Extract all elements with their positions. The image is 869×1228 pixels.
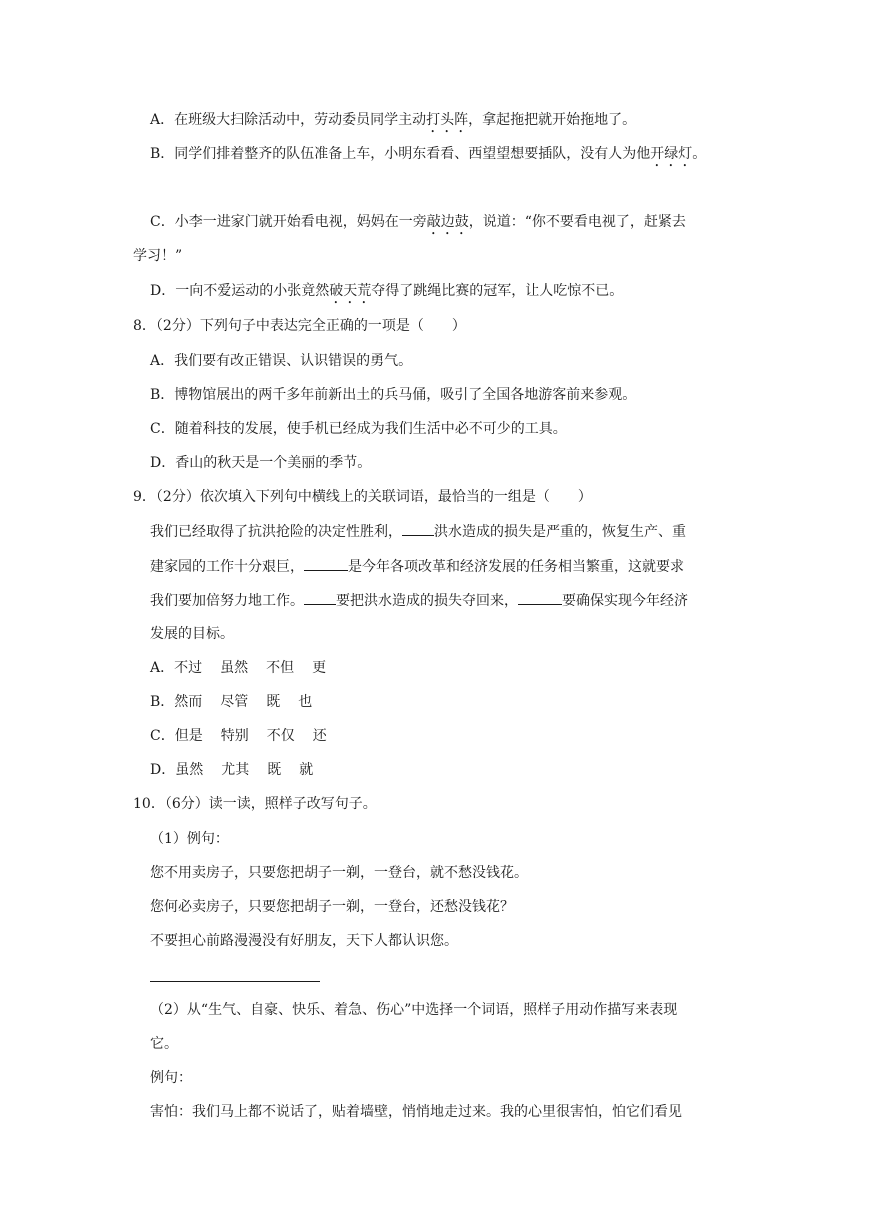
q9-option-c[interactable] [150, 726, 327, 746]
option-text: 夺得了跳绳比赛的冠军，让人吃惊不已。 [371, 283, 624, 299]
passage-text: 是今年各项改革和经济发展的任务相当繁重，这就要求 [348, 559, 684, 575]
q9-passage-line-2 [150, 556, 684, 577]
q10-sub2-instruction-continued: 它。 [150, 1036, 178, 1052]
q7-option-b [150, 144, 706, 170]
q7-option-c-continued: 学习！” [133, 248, 183, 264]
q8-option-d[interactable]: D．香山的秋天是一个美丽的季节。 [150, 455, 372, 471]
option-text: ，说道：“你不要看电视了，赶紧去 [468, 214, 686, 230]
option-word: 尤其 [221, 762, 250, 778]
option-word: 特别 [220, 728, 249, 744]
emphasized-phrase: 打头阵 [426, 112, 469, 128]
q10-sub1-answer-line[interactable] [150, 981, 320, 982]
option-letter: C． [150, 728, 175, 744]
q10-sub1-task-sentence: 不要担心前路漫漫没有好朋友，天下人都认识您。 [150, 933, 458, 949]
option-text: 。 [692, 146, 707, 162]
passage-text: 要把洪水造成的损失夺回来， [336, 593, 518, 609]
q8-option-a[interactable]: A．我们要有改正错误、认识错误的勇气。 [150, 353, 413, 369]
q9-option-d[interactable] [150, 760, 313, 780]
option-word: 既 [266, 694, 281, 710]
option-word: 也 [298, 694, 313, 710]
option-text: D．一向不爱运动的小张竟然 [150, 283, 330, 299]
q10-sub2-label: 例句： [150, 1070, 192, 1086]
q8-stem: 8．（2分）下列句子中表达完全正确的一项是（ ） [133, 318, 466, 334]
q10-sub1-example-1: 您不用卖房子，只要您把胡子一剃，一登台，就不愁没钱花。 [150, 865, 528, 881]
option-letter: B． [150, 694, 175, 710]
option-word: 尽管 [220, 694, 249, 710]
emphasized-phrase: 破天荒 [329, 283, 372, 299]
emphasized-phrase: 敲边鼓 [426, 214, 469, 230]
option-word: 但是 [174, 728, 203, 744]
passage-text: 要确保实现今年经济 [562, 593, 688, 609]
q9-passage-line-1 [150, 521, 686, 542]
q10-stem: 10．（6分）读一读，照样子改写句子。 [133, 796, 377, 812]
emphasized-phrase: 开绿灯 [650, 146, 693, 162]
option-word: 既 [267, 762, 282, 778]
passage-text: 建家园的工作十分艰巨， [150, 559, 304, 575]
q7-option-d [150, 281, 623, 307]
option-word: 不过 [174, 660, 203, 676]
option-word: 虽然 [175, 762, 204, 778]
fill-blank-4[interactable] [518, 590, 562, 605]
q9-stem: 9．（2分）依次填入下列句中横线上的关联词语，最恰当的一组是（ ） [133, 489, 592, 505]
q7-option-c [150, 212, 686, 238]
q9-passage-line-3 [150, 590, 688, 611]
option-word: 然而 [174, 694, 203, 710]
q10-sub1-label: （1）例句： [150, 831, 229, 847]
option-text: B．同学们排着整齐的队伍准备上车，小明东看看、西望望想要插队，没有人为他 [150, 146, 651, 162]
q10-sub1-example-2: 您何必卖房子，只要您把胡子一剃，一登台，还愁没钱花？ [150, 899, 514, 915]
q7-option-a [150, 110, 636, 136]
option-word: 还 [312, 728, 327, 744]
passage-text: 洪水造成的损失是严重的，恢复生产、重 [434, 524, 686, 540]
option-text: C．小李一进家门就开始看电视，妈妈在一旁 [150, 214, 427, 230]
option-letter: A． [150, 660, 175, 676]
passage-text: 我们已经取得了抗洪抢险的决定性胜利， [150, 524, 402, 540]
q10-sub2-example: 害怕：我们马上都不说话了，贴着墙壁，悄悄地走过来。我的心里很害怕，怕它们看见 [150, 1104, 682, 1120]
option-text: A．在班级大扫除活动中，劳动委员同学主动 [150, 112, 427, 128]
option-word: 虽然 [220, 660, 249, 676]
fill-blank-2[interactable] [304, 556, 348, 571]
fill-blank-1[interactable] [402, 521, 434, 536]
q9-option-b[interactable] [150, 692, 312, 712]
option-word: 就 [299, 762, 314, 778]
q10-sub2-instruction: （2）从“生气、自豪、快乐、着急、伤心”中选择一个词语，照样子用动作描写来表现 [150, 1002, 678, 1018]
option-word: 不仅 [266, 728, 295, 744]
q8-option-c[interactable]: C．随着科技的发展，使手机已经成为我们生活中必不可少的工具。 [150, 421, 567, 437]
q8-option-b[interactable]: B．博物馆展出的两千多年前新出土的兵马俑，吸引了全国各地游客前来参观。 [150, 387, 637, 403]
option-word: 不但 [266, 660, 295, 676]
passage-text: 我们要加倍努力地工作。 [150, 593, 304, 609]
fill-blank-3[interactable] [304, 590, 336, 605]
q9-option-a[interactable] [150, 658, 326, 678]
option-word: 更 [312, 660, 327, 676]
q9-passage-line-4: 发展的目标。 [150, 626, 234, 642]
option-letter: D． [150, 762, 176, 778]
option-text: ，拿起拖把就开始拖地了。 [468, 112, 637, 128]
